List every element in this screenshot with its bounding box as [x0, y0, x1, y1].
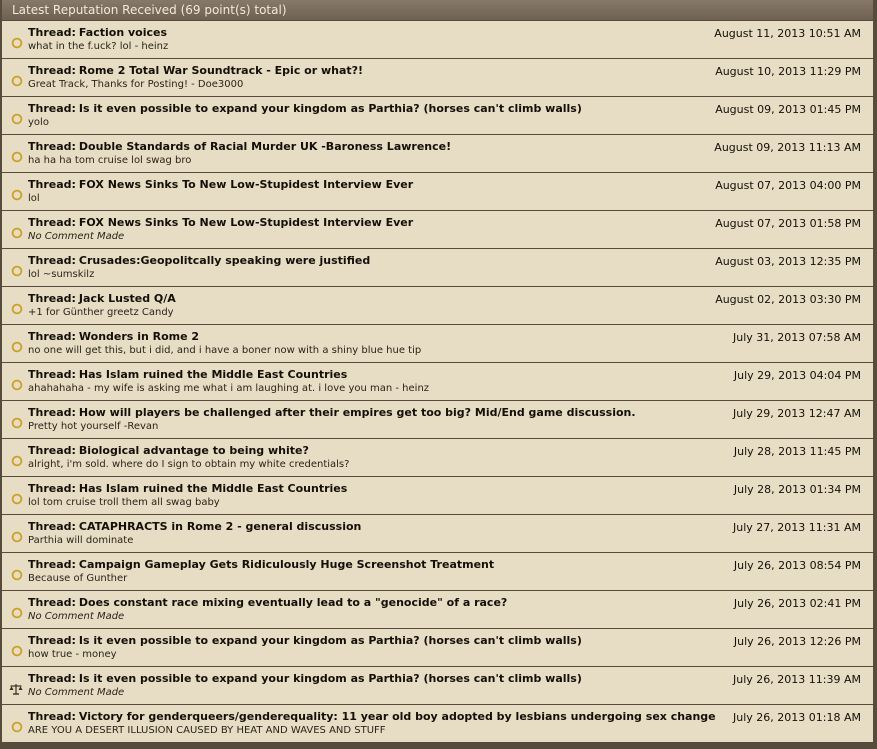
time-text: 07:58 AM — [808, 331, 861, 344]
reputation-row — [2, 211, 873, 248]
thread-title-link[interactable]: How will players be challenged after their empires get too big? Mid/End game discussion. — [78, 406, 636, 419]
reputation-row — [2, 249, 873, 286]
date-text: August 09, 2013 — [715, 103, 807, 116]
thread-title-link[interactable]: Campaign Gameplay Gets Ridiculously Huge Screenshot Treatment — [78, 558, 495, 571]
thread-title-link[interactable]: Crusades:Geopolitcally speaking were justified — [78, 254, 371, 267]
reputation-comment: Pretty hot yourself -Revan — [28, 421, 159, 432]
reputation-date — [734, 635, 861, 648]
time-text: 03:30 PM — [809, 293, 861, 306]
reputation-date — [714, 141, 861, 154]
date-text: July 28, 2013 — [733, 445, 807, 458]
reputation-row — [2, 325, 873, 362]
reputation-list — [2, 21, 873, 743]
neutral-circle-icon — [11, 34, 23, 46]
thread-line — [28, 330, 199, 343]
neutral-circle-icon — [11, 224, 23, 236]
reputation-date — [734, 597, 861, 610]
date-text: August 11, 2013 — [714, 27, 806, 40]
thread-label: Thread: — [28, 216, 76, 229]
reputation-comment: no one will get this, but i did, and i have a boner now with a shiny blue hue tip — [28, 345, 422, 356]
time-text: 12:35 PM — [809, 255, 861, 268]
reputation-date — [733, 331, 861, 344]
date-text: July 27, 2013 — [733, 521, 806, 534]
reputation-row — [2, 477, 873, 514]
thread-label: Thread: — [28, 292, 76, 305]
thread-line — [28, 482, 347, 495]
date-text: August 02, 2013 — [715, 293, 807, 306]
reputation-date — [733, 521, 861, 534]
reputation-row — [2, 439, 873, 476]
thread-title-link[interactable]: Has Islam ruined the Middle East Countries — [78, 482, 348, 495]
thread-line — [28, 406, 636, 419]
neutral-circle-icon — [11, 566, 23, 578]
reputation-date — [734, 369, 861, 382]
thread-label: Thread: — [28, 406, 76, 419]
time-text: 01:58 PM — [809, 217, 861, 230]
time-text: 11:31 AM — [808, 521, 861, 534]
date-text: July 29, 2013 — [733, 369, 807, 382]
reputation-date — [715, 217, 861, 230]
thread-line — [28, 64, 363, 77]
thread-title-link[interactable]: Is it even possible to expand your kingdom as Parthia? (horses can't climb walls) — [78, 634, 582, 647]
time-text: 11:45 PM — [809, 445, 861, 458]
neutral-circle-icon — [11, 262, 23, 274]
thread-label: Thread: — [28, 64, 76, 77]
thread-label: Thread: — [28, 596, 76, 609]
neutral-circle-icon — [11, 110, 23, 122]
reputation-date — [715, 179, 861, 192]
thread-title-link[interactable]: Double Standards of Racial Murder UK -Baroness Lawrence! — [78, 140, 452, 153]
reputation-comment: alright, i'm sold. where do I sign to obtain my white credentials? — [28, 459, 350, 470]
date-text: August 09, 2013 — [714, 141, 806, 154]
reputation-comment: lol — [28, 193, 40, 204]
reputation-comment: what in the f.uck? lol - heinz — [28, 41, 169, 52]
reputation-comment: how true - money — [28, 649, 117, 660]
thread-line — [28, 26, 167, 39]
date-text: August 07, 2013 — [715, 217, 807, 230]
thread-label: Thread: — [28, 178, 76, 191]
thread-label: Thread: — [28, 254, 76, 267]
date-text: July 26, 2013 — [733, 711, 806, 724]
reputation-date — [733, 673, 861, 686]
time-text: 12:26 PM — [809, 635, 861, 648]
date-text: July 26, 2013 — [733, 597, 807, 610]
time-text: 02:41 PM — [809, 597, 861, 610]
date-text: July 26, 2013 — [733, 635, 807, 648]
panel-header: Latest Reputation Received (69 point(s) total) — [2, 0, 873, 20]
neutral-circle-icon — [11, 528, 23, 540]
reputation-comment: Great Track, Thanks for Posting! - Doe3000 — [28, 79, 244, 90]
date-text: July 26, 2013 — [733, 559, 807, 572]
time-text: 01:18 AM — [808, 711, 861, 724]
neutral-circle-icon — [11, 186, 23, 198]
reputation-comment: yolo — [28, 117, 49, 128]
thread-line — [28, 102, 582, 115]
reputation-comment: No Comment Made — [28, 687, 125, 698]
thread-title-link[interactable]: Faction voices — [78, 26, 168, 39]
thread-line — [28, 672, 582, 685]
reputation-comment: No Comment Made — [28, 231, 125, 242]
thread-label: Thread: — [28, 672, 76, 685]
neutral-circle-icon — [11, 148, 23, 160]
date-text: August 03, 2013 — [715, 255, 807, 268]
reputation-comment: ahahahaha - my wife is asking me what i am laughing at. i love you man - heinz — [28, 383, 430, 394]
time-text: 11:29 PM — [809, 65, 861, 78]
reputation-date — [715, 255, 861, 268]
reputation-row — [2, 401, 873, 438]
thread-label: Thread: — [28, 520, 76, 533]
date-text: August 10, 2013 — [715, 65, 807, 78]
reputation-date — [734, 445, 861, 458]
thread-label: Thread: — [28, 558, 76, 571]
thread-label: Thread: — [28, 482, 76, 495]
neutral-circle-icon — [11, 604, 23, 616]
thread-line — [28, 254, 370, 267]
reputation-row — [2, 97, 873, 134]
thread-line — [28, 368, 347, 381]
thread-line — [28, 520, 361, 533]
time-text: 11:39 AM — [808, 673, 861, 686]
thread-title-link[interactable]: Rome 2 Total War Soundtrack - Epic or what?! — [78, 64, 364, 77]
time-text: 01:34 PM — [809, 483, 861, 496]
time-text: 01:45 PM — [809, 103, 861, 116]
neutral-circle-icon — [11, 414, 23, 426]
thread-line — [28, 444, 309, 457]
time-text: 04:04 PM — [809, 369, 861, 382]
thread-line — [28, 216, 413, 229]
reputation-date — [734, 483, 861, 496]
thread-label: Thread: — [28, 444, 76, 457]
neutral-circle-icon — [11, 490, 23, 502]
thread-line — [28, 634, 582, 647]
thread-title-link[interactable]: Jack Lusted Q/A — [78, 292, 176, 305]
reputation-comment: Parthia will dominate — [28, 535, 134, 546]
date-text: July 28, 2013 — [733, 483, 807, 496]
time-text: 08:54 PM — [809, 559, 861, 572]
thread-label: Thread: — [28, 634, 76, 647]
thread-title-link[interactable]: Is it even possible to expand your kingdom as Parthia? (horses can't climb walls) — [78, 672, 582, 685]
reputation-comment: +1 for Günther greetz Candy — [28, 307, 174, 318]
neutral-circle-icon — [11, 376, 23, 388]
thread-title-link[interactable]: FOX News Sinks To New Low-Stupidest Interview Ever — [78, 178, 414, 191]
thread-line — [28, 558, 494, 571]
reputation-date — [734, 559, 861, 572]
thread-label: Thread: — [28, 140, 76, 153]
thread-title-link[interactable]: Biological advantage to being white? — [78, 444, 309, 457]
reputation-row — [2, 135, 873, 172]
reputation-row — [2, 667, 873, 704]
reputation-row — [2, 515, 873, 552]
reputation-date — [715, 65, 861, 78]
neutral-circle-icon — [11, 452, 23, 464]
time-text: 12:47 AM — [808, 407, 861, 420]
thread-label: Thread: — [28, 710, 76, 723]
thread-line — [28, 710, 716, 723]
thread-label: Thread: — [28, 330, 76, 343]
thread-title-link[interactable]: Does constant race mixing eventually lead to a "genocide" of a race? — [78, 596, 508, 609]
reputation-comment: lol ~sumskilz — [28, 269, 95, 280]
reputation-comment: ha ha ha tom cruise lol swag bro — [28, 155, 192, 166]
thread-line — [28, 292, 176, 305]
thread-title-link[interactable]: Wonders in Rome 2 — [78, 330, 200, 343]
reputation-date — [733, 711, 861, 724]
thread-title-link[interactable]: Victory for genderqueers/genderequality: 11 year old boy adopted by lesbians undergoing sex change — [78, 710, 716, 723]
neutral-circle-icon — [11, 642, 23, 654]
neutral-circle-icon — [11, 718, 23, 730]
thread-title-link[interactable]: Has Islam ruined the Middle East Countries — [78, 368, 348, 381]
reputation-comment: Because of Gunther — [28, 573, 128, 584]
reputation-comment: ARE YOU A DESERT ILLUSION CAUSED BY HEAT AND WAVES AND STUFF — [28, 725, 386, 736]
reputation-date — [715, 103, 861, 116]
reputation-row — [2, 705, 873, 742]
time-text: 11:13 AM — [808, 141, 861, 154]
reputation-row — [2, 629, 873, 666]
date-text: July 26, 2013 — [733, 673, 806, 686]
reputation-date — [715, 293, 861, 306]
thread-title-link[interactable]: FOX News Sinks To New Low-Stupidest Interview Ever — [78, 216, 414, 229]
time-text: 04:00 PM — [809, 179, 861, 192]
reputation-row — [2, 591, 873, 628]
thread-title-link[interactable]: CATAPHRACTS in Rome 2 - general discussion — [78, 520, 362, 533]
reputation-row — [2, 553, 873, 590]
neutral-circle-icon — [11, 338, 23, 350]
reputation-row — [2, 21, 873, 58]
reputation-comment: No Comment Made — [28, 611, 125, 622]
thread-label: Thread: — [28, 102, 76, 115]
thread-title-link[interactable]: Is it even possible to expand your kingdom as Parthia? (horses can't climb walls) — [78, 102, 582, 115]
reputation-date — [733, 407, 861, 420]
date-text: July 31, 2013 — [733, 331, 806, 344]
reputation-comment: lol tom cruise troll them all swag baby — [28, 497, 220, 508]
reputation-date — [714, 27, 861, 40]
scales-icon — [9, 680, 23, 692]
reputation-row — [2, 173, 873, 210]
reputation-row — [2, 59, 873, 96]
reputation-row — [2, 287, 873, 324]
thread-line — [28, 178, 413, 191]
neutral-circle-icon — [11, 300, 23, 312]
thread-label: Thread: — [28, 368, 76, 381]
reputation-row — [2, 363, 873, 400]
thread-label: Thread: — [28, 26, 76, 39]
thread-line — [28, 140, 451, 153]
neutral-circle-icon — [11, 72, 23, 84]
date-text: August 07, 2013 — [715, 179, 807, 192]
time-text: 10:51 AM — [808, 27, 861, 40]
thread-line — [28, 596, 507, 609]
date-text: July 29, 2013 — [733, 407, 806, 420]
